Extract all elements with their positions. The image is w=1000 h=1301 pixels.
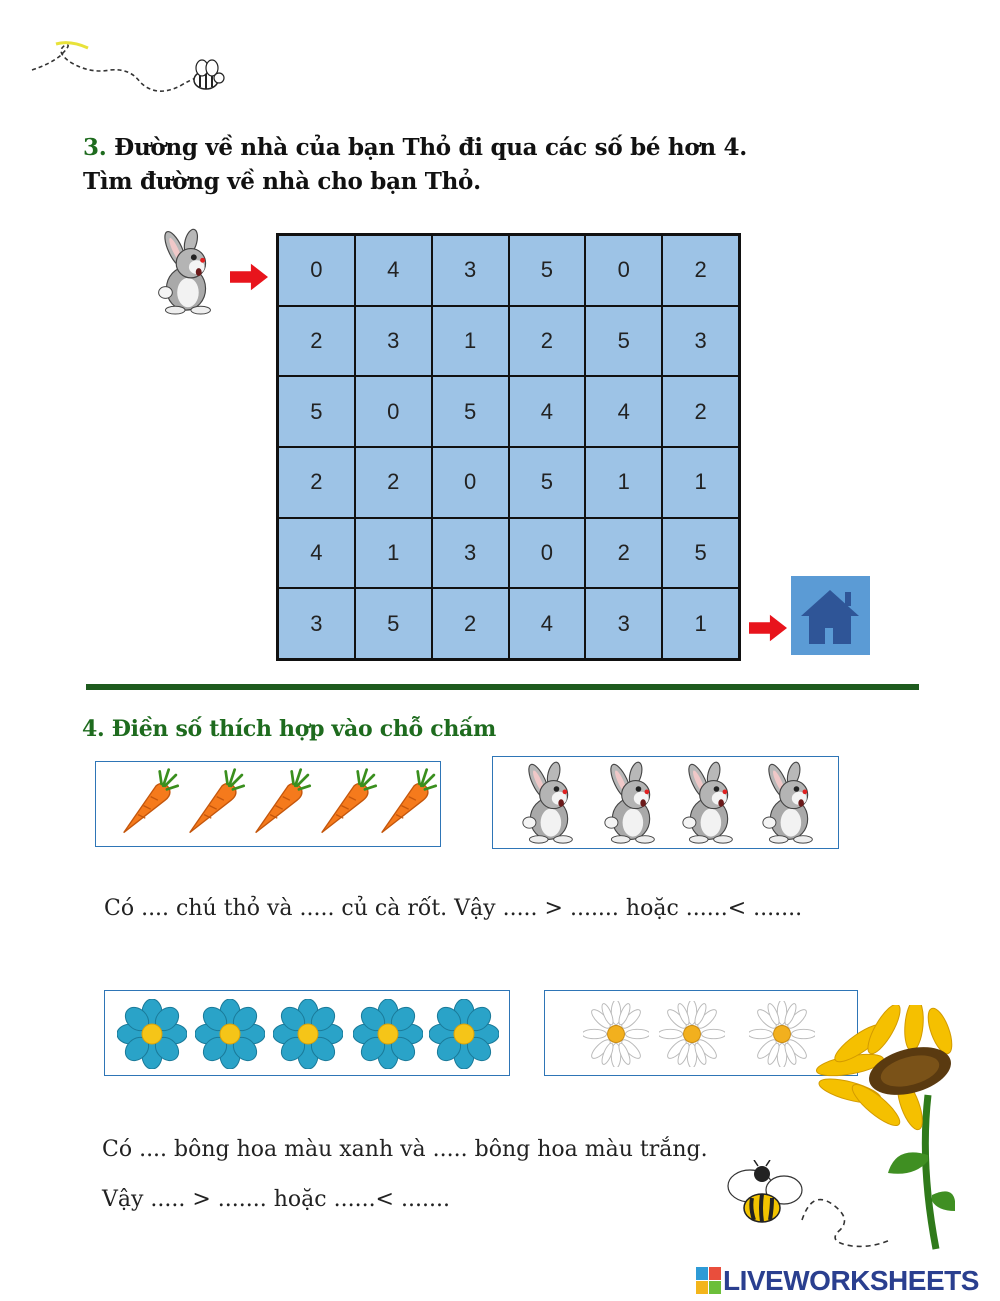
question-4-heading: 4. Điền số thích hợp vào chỗ chấm bbox=[82, 716, 496, 742]
section-divider bbox=[86, 684, 919, 690]
bee-icon bbox=[194, 60, 224, 89]
fill-in-sentence-2: Có .... bông hoa màu xanh và ..... bông hoa màu trắng. bbox=[102, 1137, 708, 1162]
carrot-icon bbox=[182, 766, 246, 838]
fill-in-sentence-3: Vậy ..... > ....... hoặc ......< ....... bbox=[102, 1187, 450, 1212]
maze-cell: 2 bbox=[432, 588, 509, 659]
blue-flower-icon bbox=[429, 999, 499, 1069]
white-daisy-icon bbox=[659, 1001, 725, 1067]
maze-cell: 3 bbox=[662, 306, 739, 377]
maze-cell: 1 bbox=[585, 447, 662, 518]
maze-cell: 3 bbox=[585, 588, 662, 659]
carrot-box bbox=[95, 761, 441, 847]
maze-cell: 0 bbox=[355, 376, 432, 447]
maze-cell: 0 bbox=[585, 235, 662, 306]
rabbit-box bbox=[492, 756, 839, 849]
maze-cell: 4 bbox=[585, 376, 662, 447]
maze-cell: 4 bbox=[509, 588, 586, 659]
blue-flower-icon bbox=[273, 999, 343, 1069]
rabbit-start-icon bbox=[150, 228, 222, 316]
maze-cell: 2 bbox=[278, 306, 355, 377]
maze-cell: 4 bbox=[278, 518, 355, 589]
maze-cell: 3 bbox=[278, 588, 355, 659]
maze-cell: 0 bbox=[509, 518, 586, 589]
maze-cell: 1 bbox=[662, 588, 739, 659]
rabbit-icon bbox=[675, 761, 743, 845]
end-arrow-icon bbox=[749, 614, 787, 642]
rabbit-icon bbox=[597, 761, 665, 845]
carrot-icon bbox=[374, 766, 438, 838]
blue-flower-icon bbox=[353, 999, 423, 1069]
question-3-heading bbox=[83, 131, 747, 199]
blue-flower-icon bbox=[195, 999, 265, 1069]
bee-bottom-decoration bbox=[722, 1160, 892, 1250]
white-daisy-icon bbox=[583, 1001, 649, 1067]
blue-flower-box bbox=[104, 990, 510, 1076]
maze-cell: 3 bbox=[432, 235, 509, 306]
maze-cell: 2 bbox=[509, 306, 586, 377]
maze-cell: 4 bbox=[509, 376, 586, 447]
maze-cell: 1 bbox=[355, 518, 432, 589]
maze-cell: 1 bbox=[432, 306, 509, 377]
fill-in-sentence-1: Có .... chú thỏ và ..... củ cà rốt. Vậy ..... > ....... hoặc ......< ....... bbox=[104, 896, 803, 921]
maze-cell: 0 bbox=[432, 447, 509, 518]
blue-flower-icon bbox=[117, 999, 187, 1069]
rabbit-icon bbox=[515, 761, 583, 845]
maze-cell: 5 bbox=[509, 235, 586, 306]
maze-cell: 5 bbox=[662, 518, 739, 589]
white-daisy-icon bbox=[749, 1001, 815, 1067]
maze-cell: 3 bbox=[432, 518, 509, 589]
maze-cell: 2 bbox=[278, 447, 355, 518]
question-3-number: 3. bbox=[83, 134, 107, 161]
question-3-line-1: Đường về nhà của bạn Thỏ đi qua các số bé hơn 4. bbox=[114, 134, 747, 161]
house-box bbox=[791, 576, 870, 655]
maze-cell: 0 bbox=[278, 235, 355, 306]
bee-trail-decoration bbox=[30, 38, 230, 102]
start-arrow-icon bbox=[230, 263, 268, 291]
maze-cell: 5 bbox=[278, 376, 355, 447]
liveworksheets-logo bbox=[696, 1263, 979, 1299]
maze-cell: 2 bbox=[585, 518, 662, 589]
maze-cell: 5 bbox=[585, 306, 662, 377]
maze-cell: 5 bbox=[355, 588, 432, 659]
carrot-icon bbox=[116, 766, 180, 838]
question-3-line-2: Tìm đường về nhà cho bạn Thỏ. bbox=[83, 168, 481, 195]
house-icon bbox=[791, 576, 870, 655]
maze-cell: 3 bbox=[355, 306, 432, 377]
maze-cell: 5 bbox=[509, 447, 586, 518]
maze-cell: 2 bbox=[662, 235, 739, 306]
liveworksheets-badge-icon bbox=[696, 1267, 722, 1295]
number-maze-grid bbox=[276, 233, 741, 661]
carrot-icon bbox=[248, 766, 312, 838]
liveworksheets-text: LIVEWORKSHEETS bbox=[723, 1265, 979, 1296]
rabbit-icon bbox=[755, 761, 823, 845]
maze-cell: 4 bbox=[355, 235, 432, 306]
maze-cell: 2 bbox=[355, 447, 432, 518]
carrot-icon bbox=[314, 766, 378, 838]
maze-cell: 2 bbox=[662, 376, 739, 447]
maze-cell: 1 bbox=[662, 447, 739, 518]
maze-cell: 5 bbox=[432, 376, 509, 447]
